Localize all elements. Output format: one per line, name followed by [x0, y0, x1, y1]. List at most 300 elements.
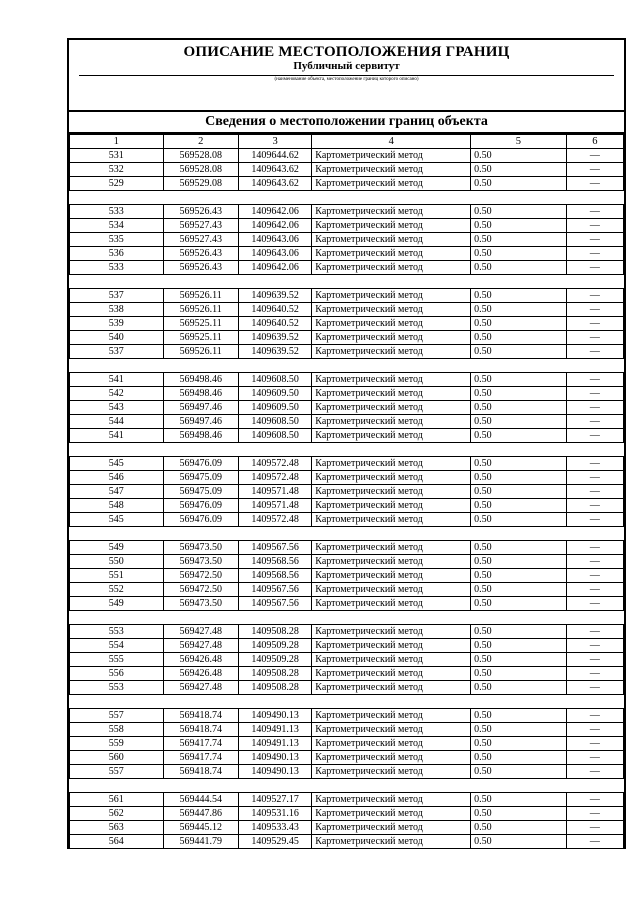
table-row: [70, 457, 624, 471]
x-coordinate-cell: 569497.46: [163, 415, 238, 429]
y-coordinate-cell: 1409609.50: [238, 401, 311, 415]
table-row: [70, 289, 624, 303]
description-cell: —: [566, 471, 623, 485]
table-row: [70, 205, 624, 219]
method-cell: Картометрический метод: [312, 401, 471, 415]
method-cell: Картометрический метод: [312, 177, 471, 191]
description-cell: —: [566, 807, 623, 821]
accuracy-cell: 0.50: [471, 737, 567, 751]
table-row: [70, 163, 624, 177]
x-coordinate-cell: 569473.50: [163, 555, 238, 569]
separator-cell: [70, 275, 624, 289]
description-cell: —: [566, 247, 623, 261]
document-title: ОПИСАНИЕ МЕСТОПОЛОЖЕНИЯ ГРАНИЦ: [183, 44, 510, 60]
accuracy-cell: 0.50: [471, 625, 567, 639]
description-cell: —: [566, 177, 623, 191]
y-coordinate-cell: 1409643.06: [238, 233, 311, 247]
description-cell: —: [566, 317, 623, 331]
group-separator: [70, 191, 624, 205]
group-separator: [70, 611, 624, 625]
method-cell: Картометрический метод: [312, 303, 471, 317]
method-cell: Картометрический метод: [312, 681, 471, 695]
point-number-cell: 559: [70, 737, 164, 751]
table-row: [70, 429, 624, 443]
object-name: Публичный сервитут: [293, 60, 400, 72]
point-number-cell: 563: [70, 821, 164, 835]
x-coordinate-cell: 569527.43: [163, 233, 238, 247]
table-row: [70, 639, 624, 653]
method-cell: Картометрический метод: [312, 387, 471, 401]
x-coordinate-cell: 569498.46: [163, 429, 238, 443]
table-row: [70, 345, 624, 359]
separator-cell: [70, 443, 624, 457]
table-row: [70, 261, 624, 275]
accuracy-cell: 0.50: [471, 653, 567, 667]
point-number-cell: 541: [70, 373, 164, 387]
point-number-cell: 547: [70, 485, 164, 499]
point-number-cell: 553: [70, 625, 164, 639]
accuracy-cell: 0.50: [471, 219, 567, 233]
point-number-cell: 553: [70, 681, 164, 695]
x-coordinate-cell: 569417.74: [163, 751, 238, 765]
method-cell: Картометрический метод: [312, 429, 471, 443]
table-row: [70, 569, 624, 583]
description-cell: —: [566, 233, 623, 247]
boundary-description-sheet: [67, 38, 626, 849]
accuracy-cell: 0.50: [471, 555, 567, 569]
column-number-row: [70, 135, 624, 149]
document-header: [69, 40, 624, 111]
accuracy-cell: 0.50: [471, 303, 567, 317]
method-cell: Картометрический метод: [312, 751, 471, 765]
accuracy-cell: 0.50: [471, 429, 567, 443]
table-row: [70, 723, 624, 737]
point-number-cell: 539: [70, 317, 164, 331]
accuracy-cell: 0.50: [471, 751, 567, 765]
method-cell: Картометрический метод: [312, 457, 471, 471]
table-row: [70, 625, 624, 639]
accuracy-cell: 0.50: [471, 499, 567, 513]
y-coordinate-cell: 1409531.16: [238, 807, 311, 821]
x-coordinate-cell: 569427.48: [163, 681, 238, 695]
y-coordinate-cell: 1409491.13: [238, 737, 311, 751]
y-coordinate-cell: 1409572.48: [238, 471, 311, 485]
method-cell: Картометрический метод: [312, 513, 471, 527]
x-coordinate-cell: 569498.46: [163, 373, 238, 387]
point-number-cell: 534: [70, 219, 164, 233]
table-row: [70, 373, 624, 387]
table-row: [70, 247, 624, 261]
method-cell: Картометрический метод: [312, 793, 471, 807]
y-coordinate-cell: 1409608.50: [238, 373, 311, 387]
table-row: [70, 821, 624, 835]
method-cell: Картометрический метод: [312, 807, 471, 821]
y-coordinate-cell: 1409639.52: [238, 345, 311, 359]
table-row: [70, 667, 624, 681]
point-number-cell: 557: [70, 765, 164, 779]
x-coordinate-cell: 569529.08: [163, 177, 238, 191]
x-coordinate-cell: 569472.50: [163, 569, 238, 583]
accuracy-cell: 0.50: [471, 709, 567, 723]
description-cell: —: [566, 723, 623, 737]
table-row: [70, 499, 624, 513]
description-cell: —: [566, 205, 623, 219]
table-row: [70, 513, 624, 527]
column-header: 3: [238, 135, 311, 149]
method-cell: Картометрический метод: [312, 653, 471, 667]
y-coordinate-cell: 1409508.28: [238, 625, 311, 639]
y-coordinate-cell: 1409508.28: [238, 681, 311, 695]
accuracy-cell: 0.50: [471, 457, 567, 471]
y-coordinate-cell: 1409490.13: [238, 751, 311, 765]
x-coordinate-cell: 569476.09: [163, 513, 238, 527]
description-cell: —: [566, 737, 623, 751]
method-cell: Картометрический метод: [312, 317, 471, 331]
table-row: [70, 233, 624, 247]
method-cell: Картометрический метод: [312, 219, 471, 233]
accuracy-cell: 0.50: [471, 149, 567, 163]
object-name-underline: [79, 75, 614, 76]
x-coordinate-cell: 569426.48: [163, 653, 238, 667]
point-number-cell: 545: [70, 513, 164, 527]
column-header: 5: [471, 135, 567, 149]
table-row: [70, 219, 624, 233]
x-coordinate-cell: 569526.43: [163, 247, 238, 261]
y-coordinate-cell: 1409639.52: [238, 331, 311, 345]
point-number-cell: 551: [70, 569, 164, 583]
y-coordinate-cell: 1409608.50: [238, 415, 311, 429]
y-coordinate-cell: 1409572.48: [238, 457, 311, 471]
y-coordinate-cell: 1409644.62: [238, 149, 311, 163]
y-coordinate-cell: 1409571.48: [238, 499, 311, 513]
x-coordinate-cell: 569476.09: [163, 499, 238, 513]
method-cell: Картометрический метод: [312, 289, 471, 303]
method-cell: Картометрический метод: [312, 597, 471, 611]
method-cell: Картометрический метод: [312, 345, 471, 359]
group-separator: [70, 443, 624, 457]
table-row: [70, 387, 624, 401]
y-coordinate-cell: 1409572.48: [238, 513, 311, 527]
description-cell: —: [566, 345, 623, 359]
table-row: [70, 541, 624, 555]
section-title: Сведения о местоположении границ объекта: [69, 111, 624, 134]
accuracy-cell: 0.50: [471, 765, 567, 779]
point-number-cell: 550: [70, 555, 164, 569]
accuracy-cell: 0.50: [471, 205, 567, 219]
method-cell: Картометрический метод: [312, 485, 471, 499]
point-number-cell: 537: [70, 345, 164, 359]
table-row: [70, 317, 624, 331]
y-coordinate-cell: 1409509.28: [238, 639, 311, 653]
method-cell: Картометрический метод: [312, 541, 471, 555]
description-cell: —: [566, 681, 623, 695]
accuracy-cell: 0.50: [471, 485, 567, 499]
method-cell: Картометрический метод: [312, 499, 471, 513]
description-cell: —: [566, 821, 623, 835]
x-coordinate-cell: 569472.50: [163, 583, 238, 597]
description-cell: —: [566, 499, 623, 513]
point-number-cell: 564: [70, 835, 164, 849]
point-number-cell: 541: [70, 429, 164, 443]
description-cell: —: [566, 457, 623, 471]
method-cell: Картометрический метод: [312, 639, 471, 653]
accuracy-cell: 0.50: [471, 513, 567, 527]
y-coordinate-cell: 1409639.52: [238, 289, 311, 303]
column-header: 1: [70, 135, 164, 149]
table-row: [70, 807, 624, 821]
table-row: [70, 415, 624, 429]
accuracy-cell: 0.50: [471, 597, 567, 611]
x-coordinate-cell: 569497.46: [163, 401, 238, 415]
x-coordinate-cell: 569526.43: [163, 205, 238, 219]
point-number-cell: 535: [70, 233, 164, 247]
table-row: [70, 485, 624, 499]
point-number-cell: 560: [70, 751, 164, 765]
table-row: [70, 555, 624, 569]
y-coordinate-cell: 1409568.56: [238, 555, 311, 569]
x-coordinate-cell: 569445.12: [163, 821, 238, 835]
point-number-cell: 561: [70, 793, 164, 807]
x-coordinate-cell: 569418.74: [163, 723, 238, 737]
accuracy-cell: 0.50: [471, 261, 567, 275]
point-number-cell: 549: [70, 597, 164, 611]
description-cell: —: [566, 597, 623, 611]
table-row: [70, 793, 624, 807]
x-coordinate-cell: 569473.50: [163, 541, 238, 555]
point-number-cell: 556: [70, 667, 164, 681]
description-cell: —: [566, 751, 623, 765]
x-coordinate-cell: 569447.86: [163, 807, 238, 821]
y-coordinate-cell: 1409608.50: [238, 429, 311, 443]
description-cell: —: [566, 667, 623, 681]
x-coordinate-cell: 569444.54: [163, 793, 238, 807]
accuracy-cell: 0.50: [471, 415, 567, 429]
y-coordinate-cell: 1409567.56: [238, 597, 311, 611]
description-cell: —: [566, 387, 623, 401]
accuracy-cell: 0.50: [471, 387, 567, 401]
description-cell: —: [566, 513, 623, 527]
y-coordinate-cell: 1409490.13: [238, 709, 311, 723]
separator-cell: [70, 359, 624, 373]
point-number-cell: 529: [70, 177, 164, 191]
table-row: [70, 653, 624, 667]
method-cell: Картометрический метод: [312, 233, 471, 247]
accuracy-cell: 0.50: [471, 233, 567, 247]
description-cell: —: [566, 415, 623, 429]
accuracy-cell: 0.50: [471, 583, 567, 597]
description-cell: —: [566, 261, 623, 275]
x-coordinate-cell: 569426.48: [163, 667, 238, 681]
x-coordinate-cell: 569526.11: [163, 303, 238, 317]
group-separator: [70, 779, 624, 793]
x-coordinate-cell: 569526.11: [163, 289, 238, 303]
method-cell: Картометрический метод: [312, 149, 471, 163]
object-name-caption: (наименование объекта, местоположение границ которого описано): [274, 77, 419, 82]
accuracy-cell: 0.50: [471, 807, 567, 821]
accuracy-cell: 0.50: [471, 177, 567, 191]
description-cell: —: [566, 625, 623, 639]
y-coordinate-cell: 1409567.56: [238, 541, 311, 555]
x-coordinate-cell: 569417.74: [163, 737, 238, 751]
table-row: [70, 751, 624, 765]
accuracy-cell: 0.50: [471, 793, 567, 807]
method-cell: Картометрический метод: [312, 667, 471, 681]
accuracy-cell: 0.50: [471, 317, 567, 331]
accuracy-cell: 0.50: [471, 569, 567, 583]
y-coordinate-cell: 1409643.06: [238, 247, 311, 261]
separator-cell: [70, 695, 624, 709]
coordinates-table-body: [70, 149, 624, 849]
y-coordinate-cell: 1409508.28: [238, 667, 311, 681]
accuracy-cell: 0.50: [471, 723, 567, 737]
y-coordinate-cell: 1409642.06: [238, 219, 311, 233]
point-number-cell: 562: [70, 807, 164, 821]
description-cell: —: [566, 569, 623, 583]
table-row: [70, 765, 624, 779]
method-cell: Картометрический метод: [312, 709, 471, 723]
accuracy-cell: 0.50: [471, 471, 567, 485]
accuracy-cell: 0.50: [471, 821, 567, 835]
point-number-cell: 555: [70, 653, 164, 667]
x-coordinate-cell: 569418.74: [163, 765, 238, 779]
method-cell: Картометрический метод: [312, 247, 471, 261]
x-coordinate-cell: 569525.11: [163, 317, 238, 331]
point-number-cell: 537: [70, 289, 164, 303]
separator-cell: [70, 527, 624, 541]
accuracy-cell: 0.50: [471, 373, 567, 387]
description-cell: —: [566, 303, 623, 317]
point-number-cell: 557: [70, 709, 164, 723]
method-cell: Картометрический метод: [312, 415, 471, 429]
x-coordinate-cell: 569526.43: [163, 261, 238, 275]
accuracy-cell: 0.50: [471, 401, 567, 415]
method-cell: Картометрический метод: [312, 821, 471, 835]
accuracy-cell: 0.50: [471, 541, 567, 555]
description-cell: —: [566, 485, 623, 499]
table-row: [70, 303, 624, 317]
group-separator: [70, 527, 624, 541]
description-cell: —: [566, 555, 623, 569]
y-coordinate-cell: 1409527.17: [238, 793, 311, 807]
accuracy-cell: 0.50: [471, 247, 567, 261]
group-separator: [70, 275, 624, 289]
point-number-cell: 531: [70, 149, 164, 163]
table-row: [70, 681, 624, 695]
point-number-cell: 536: [70, 247, 164, 261]
point-number-cell: 558: [70, 723, 164, 737]
column-header: 2: [163, 135, 238, 149]
y-coordinate-cell: 1409640.52: [238, 317, 311, 331]
description-cell: —: [566, 765, 623, 779]
point-number-cell: 552: [70, 583, 164, 597]
point-number-cell: 533: [70, 261, 164, 275]
table-row: [70, 583, 624, 597]
x-coordinate-cell: 569427.48: [163, 639, 238, 653]
y-coordinate-cell: 1409533.43: [238, 821, 311, 835]
column-header: 4: [312, 135, 471, 149]
method-cell: Картометрический метод: [312, 583, 471, 597]
accuracy-cell: 0.50: [471, 331, 567, 345]
group-separator: [70, 359, 624, 373]
method-cell: Картометрический метод: [312, 163, 471, 177]
table-row: [70, 149, 624, 163]
description-cell: —: [566, 653, 623, 667]
accuracy-cell: 0.50: [471, 345, 567, 359]
table-row: [70, 835, 624, 849]
description-cell: —: [566, 289, 623, 303]
accuracy-cell: 0.50: [471, 681, 567, 695]
y-coordinate-cell: 1409571.48: [238, 485, 311, 499]
method-cell: Картометрический метод: [312, 723, 471, 737]
y-coordinate-cell: 1409643.62: [238, 177, 311, 191]
description-cell: —: [566, 835, 623, 849]
x-coordinate-cell: 569427.48: [163, 625, 238, 639]
description-cell: —: [566, 583, 623, 597]
table-row: [70, 597, 624, 611]
point-number-cell: 554: [70, 639, 164, 653]
point-number-cell: 542: [70, 387, 164, 401]
x-coordinate-cell: 569526.11: [163, 345, 238, 359]
table-row: [70, 737, 624, 751]
column-header: 6: [566, 135, 623, 149]
method-cell: Картометрический метод: [312, 471, 471, 485]
description-cell: —: [566, 639, 623, 653]
x-coordinate-cell: 569527.43: [163, 219, 238, 233]
description-cell: —: [566, 429, 623, 443]
x-coordinate-cell: 569441.79: [163, 835, 238, 849]
y-coordinate-cell: 1409609.50: [238, 387, 311, 401]
y-coordinate-cell: 1409567.56: [238, 583, 311, 597]
x-coordinate-cell: 569418.74: [163, 709, 238, 723]
method-cell: Картометрический метод: [312, 569, 471, 583]
point-number-cell: 538: [70, 303, 164, 317]
table-row: [70, 401, 624, 415]
y-coordinate-cell: 1409509.28: [238, 653, 311, 667]
point-number-cell: 544: [70, 415, 164, 429]
method-cell: Картометрический метод: [312, 555, 471, 569]
point-number-cell: 545: [70, 457, 164, 471]
accuracy-cell: 0.50: [471, 639, 567, 653]
method-cell: Картометрический метод: [312, 737, 471, 751]
point-number-cell: 548: [70, 499, 164, 513]
description-cell: —: [566, 793, 623, 807]
table-row: [70, 331, 624, 345]
accuracy-cell: 0.50: [471, 163, 567, 177]
x-coordinate-cell: 569528.08: [163, 149, 238, 163]
accuracy-cell: 0.50: [471, 667, 567, 681]
method-cell: Картометрический метод: [312, 765, 471, 779]
method-cell: Картометрический метод: [312, 373, 471, 387]
group-separator: [70, 695, 624, 709]
separator-cell: [70, 779, 624, 793]
y-coordinate-cell: 1409529.45: [238, 835, 311, 849]
method-cell: Картометрический метод: [312, 205, 471, 219]
accuracy-cell: 0.50: [471, 289, 567, 303]
point-number-cell: 549: [70, 541, 164, 555]
point-number-cell: 546: [70, 471, 164, 485]
method-cell: Картометрический метод: [312, 625, 471, 639]
separator-cell: [70, 611, 624, 625]
method-cell: Картометрический метод: [312, 261, 471, 275]
description-cell: —: [566, 541, 623, 555]
coordinates-table: [69, 134, 624, 849]
table-row: [70, 177, 624, 191]
x-coordinate-cell: 569525.11: [163, 331, 238, 345]
point-number-cell: 533: [70, 205, 164, 219]
y-coordinate-cell: 1409640.52: [238, 303, 311, 317]
y-coordinate-cell: 1409568.56: [238, 569, 311, 583]
x-coordinate-cell: 569498.46: [163, 387, 238, 401]
